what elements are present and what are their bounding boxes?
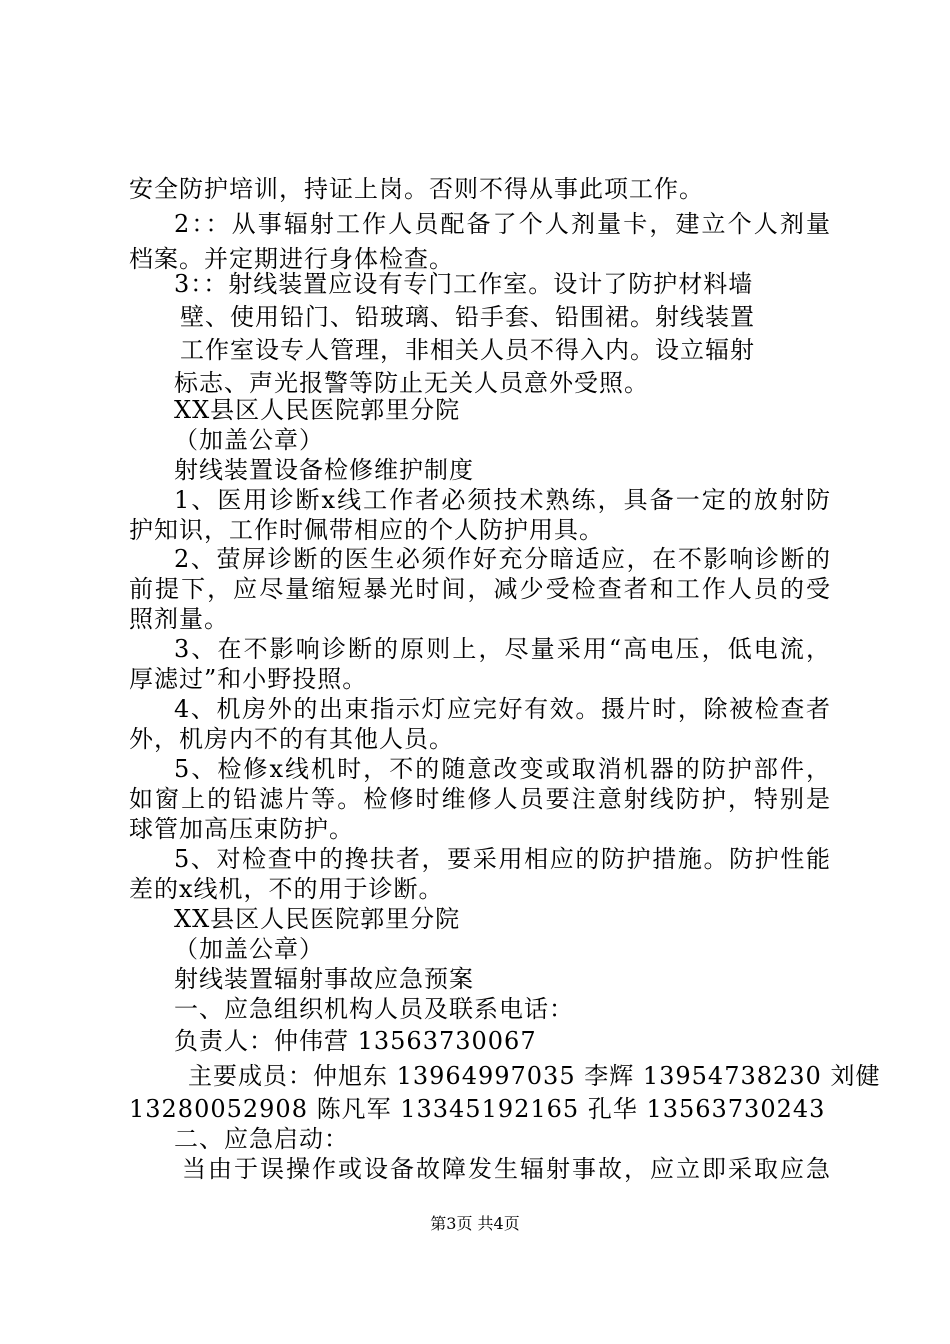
page-footer: 第3页 共4页	[430, 1214, 520, 1233]
text-line: 壁、使用铅门、铅玻璃、铅手套、铅围裙。射线装置	[180, 303, 755, 331]
text-line: 安全防护培训，持证上岗。否则不得从事此项工作。	[129, 175, 704, 203]
text-line: 5、检修x线机时，不的随意改变或取消机器的防护部件，	[174, 755, 831, 783]
text-line: 差的x线机，不的用于诊断。	[129, 875, 444, 903]
text-line: 前提下，应尽量缩短暴光时间，减少受检查者和工作人员的受	[129, 575, 831, 603]
text-line: 照剂量。	[129, 605, 229, 633]
section-heading: 二、应急启动：	[174, 1125, 349, 1153]
text-line: 3：：射线装置应设有专门工作室。设计了防护材料墙	[174, 270, 754, 298]
text-line: 外，机房内不的有其他人员。	[129, 725, 454, 753]
contact-line: 负责人：仲伟营 13563730067	[174, 1027, 537, 1055]
text-line: 如窗上的铅滤片等。检修时维修人员要注意射线防护，特别是	[129, 785, 831, 813]
text-line: 厚滤过”和小野投照。	[129, 665, 368, 693]
contact-line: 13280052908 陈凡军 13345192165 孔华 13563730243	[129, 1095, 826, 1123]
text-line: 1、医用诊断x线工作者必须技术熟练，具备一定的放射防	[174, 486, 831, 514]
text-line: 标志、声光报警等防止无关人员意外受照。	[174, 369, 649, 397]
text-line: 2、萤屏诊断的医生必须作好充分暗适应，在不影响诊断的	[174, 545, 831, 573]
text-line: 护知识，工作时佩带相应的个人防护用具。	[129, 516, 604, 544]
seal-note: （加盖公章）	[174, 935, 324, 963]
text-line: 5、对检查中的搀扶者，要采用相应的防护措施。防护性能	[174, 845, 831, 873]
text-line: 档案。并定期进行身体检查。	[129, 245, 454, 273]
contact-line: 主要成员：仲旭东 13964997035 李辉 13954738230 刘健	[188, 1062, 881, 1090]
text-line: 3、在不影响诊断的原则上，尽量采用“高电压，低电流，	[174, 635, 831, 663]
hospital-name: XX县区人民医院郭里分院	[174, 396, 461, 424]
section-title: 射线装置辐射事故应急预案	[174, 965, 474, 993]
text-line: 当由于误操作或设备故障发生辐射事故，应立即采取应急	[182, 1155, 831, 1183]
text-line: 4、机房外的出束指示灯应完好有效。摄片时，除被检查者	[174, 695, 831, 723]
text-line: 球管加高压束防护。	[129, 815, 354, 843]
section-title: 射线装置设备检修维护制度	[174, 456, 474, 484]
section-heading: 一、应急组织机构人员及联系电话：	[174, 995, 574, 1023]
text-line: 工作室设专人管理，非相关人员不得入内。设立辐射	[180, 336, 755, 364]
hospital-name: XX县区人民医院郭里分院	[174, 905, 461, 933]
seal-note: （加盖公章）	[174, 426, 324, 454]
text-line: 2：：从事辐射工作人员配备了个人剂量卡，建立个人剂量	[174, 210, 831, 238]
